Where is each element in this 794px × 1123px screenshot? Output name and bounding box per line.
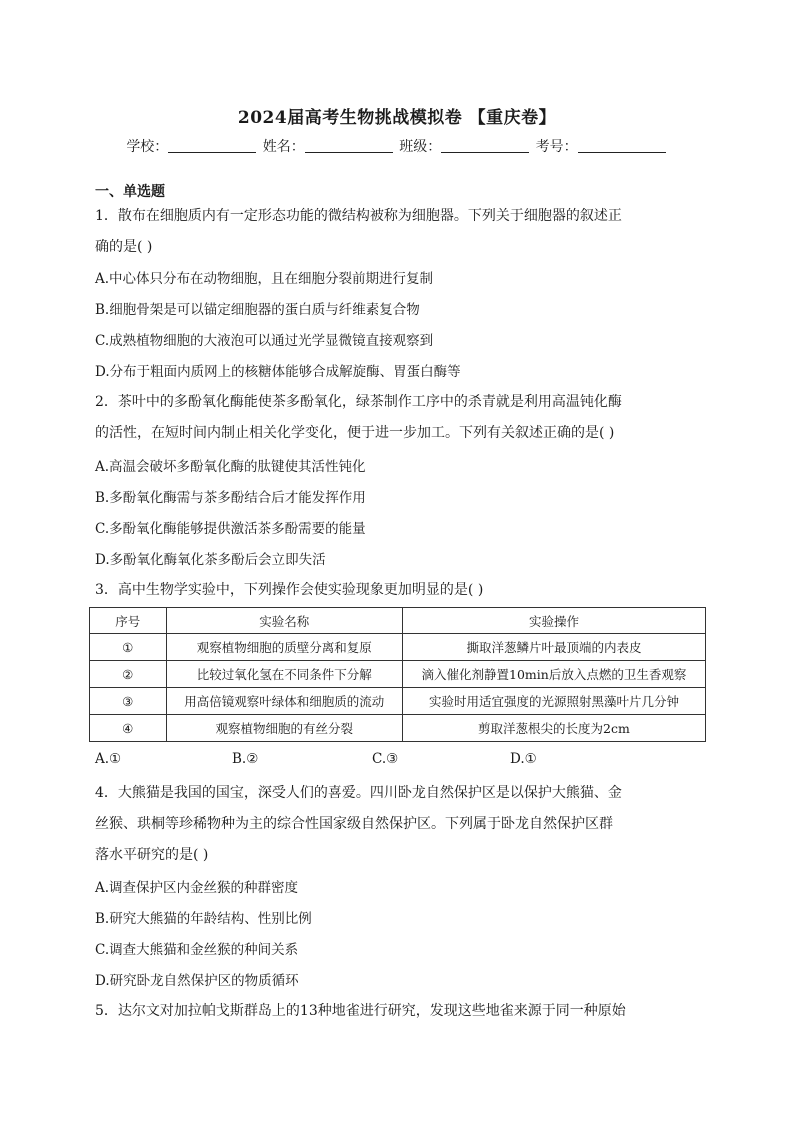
exam-number-label: 考号： xyxy=(535,139,578,155)
question-4-option-d[interactable]: D.研究卧龙自然保护区的物质循环 xyxy=(95,973,299,989)
experiment-table xyxy=(89,607,706,742)
table-header-row xyxy=(90,608,706,634)
question-2-option-c[interactable]: C.多酚氧化酶能够提供激活茶多酚需要的能量 xyxy=(95,521,366,537)
table-header-cell: 序号 xyxy=(90,608,167,634)
table-cell: 观察植物细胞的有丝分裂 xyxy=(166,715,402,742)
question-4-option-a[interactable]: A.调查保护区内金丝猴的种群密度 xyxy=(95,880,299,896)
student-info-row xyxy=(0,136,794,156)
school-label: 学校： xyxy=(126,139,169,155)
school-blank[interactable] xyxy=(168,138,256,153)
question-4-line-3: 落水平研究的是( ) xyxy=(95,847,209,863)
exam-number-blank[interactable] xyxy=(578,138,666,153)
question-1-option-b[interactable]: B.细胞骨架是可以锚定细胞器的蛋白质与纤维素复合物 xyxy=(95,302,420,318)
question-1-option-c[interactable]: C.成熟植物细胞的大液泡可以通过光学显微镜直接观察到 xyxy=(95,333,434,349)
table-cell: ① xyxy=(90,634,167,661)
table-header-cell: 实验操作 xyxy=(402,608,705,634)
table-cell: 实验时用适宜强度的光源照射黑藻叶片几分钟 xyxy=(402,688,705,715)
question-2-option-b[interactable]: B.多酚氧化酶需与茶多酚结合后才能发挥作用 xyxy=(95,490,366,506)
class-label: 班级： xyxy=(399,139,442,155)
question-4-option-c[interactable]: C.调查大熊猫和金丝猴的种间关系 xyxy=(95,942,299,958)
table-row xyxy=(90,688,706,715)
question-1-line-1: 1．散布在细胞质内有一定形态功能的微结构被称为细胞器。下列关于细胞器的叙述正 xyxy=(95,208,622,224)
question-2-line-1: 2．茶叶中的多酚氧化酶能使茶多酚氧化，绿茶制作工序中的杀青就是利用高温钝化酶 xyxy=(95,394,622,410)
table-row xyxy=(90,634,706,661)
question-2-option-a[interactable]: A.高温会破坏多酚氧化酶的肽键使其活性钝化 xyxy=(95,459,366,475)
question-3-line-1: 3．高中生物学实验中，下列操作会使实验现象更加明显的是( ) xyxy=(95,582,484,598)
name-blank[interactable] xyxy=(305,138,393,153)
section-heading: 一、单选题 xyxy=(95,184,165,200)
table-row xyxy=(90,661,706,688)
question-3-option-b[interactable]: B.② xyxy=(232,751,259,767)
table-cell: ② xyxy=(90,661,167,688)
name-label: 姓名： xyxy=(262,139,305,155)
table-cell: 观察植物细胞的质壁分离和复原 xyxy=(166,634,402,661)
question-2-option-d[interactable]: D.多酚氧化酶氧化茶多酚后会立即失活 xyxy=(95,552,326,568)
question-4-line-2: 丝猴、珙桐等珍稀物种为主的综合性国家级自然保护区。下列属于卧龙自然保护区群 xyxy=(95,816,613,832)
table-cell: 滴入催化剂静置10min后放入点燃的卫生香观察 xyxy=(402,661,705,688)
question-4-option-b[interactable]: B.研究大熊猫的年龄结构、性别比例 xyxy=(95,911,312,927)
table-cell: 剪取洋葱根尖的长度为2cm xyxy=(402,715,705,742)
question-1-option-a[interactable]: A.中心体只分布在动物细胞，且在细胞分裂前期进行复制 xyxy=(95,271,434,287)
table-row xyxy=(90,715,706,742)
class-blank[interactable] xyxy=(441,138,529,153)
question-3-option-d[interactable]: D.① xyxy=(510,751,537,767)
question-1-option-d[interactable]: D.分布于粗面内质网上的核糖体能够合成解旋酶、胃蛋白酶等 xyxy=(95,364,461,380)
question-3-option-a[interactable]: A.① xyxy=(95,751,122,767)
table-cell: 撕取洋葱鳞片叶最顶端的内表皮 xyxy=(402,634,705,661)
question-2-line-2: 的活性，在短时间内制止相关化学变化，便于进一步加工。下列有关叙述正确的是( ) xyxy=(95,425,615,441)
table-cell: 用高倍镜观察叶绿体和细胞质的流动 xyxy=(166,688,402,715)
table-header-cell: 实验名称 xyxy=(166,608,402,634)
question-3-option-c[interactable]: C.③ xyxy=(372,751,399,767)
table-cell: ④ xyxy=(90,715,167,742)
question-5-line-1: 5．达尔文对加拉帕戈斯群岛上的13种地雀进行研究，发现这些地雀来源于同一种原始 xyxy=(95,1003,626,1019)
question-4-line-1: 4．大熊猫是我国的国宝，深受人们的喜爱。四川卧龙自然保护区是以保护大熊猫、金 xyxy=(95,785,622,801)
table-cell: 比较过氧化氢在不同条件下分解 xyxy=(166,661,402,688)
exam-title: 2024届高考生物挑战模拟卷 【重庆卷】 xyxy=(237,108,557,128)
table-cell: ③ xyxy=(90,688,167,715)
question-1-line-2: 确的是( ) xyxy=(95,239,153,255)
